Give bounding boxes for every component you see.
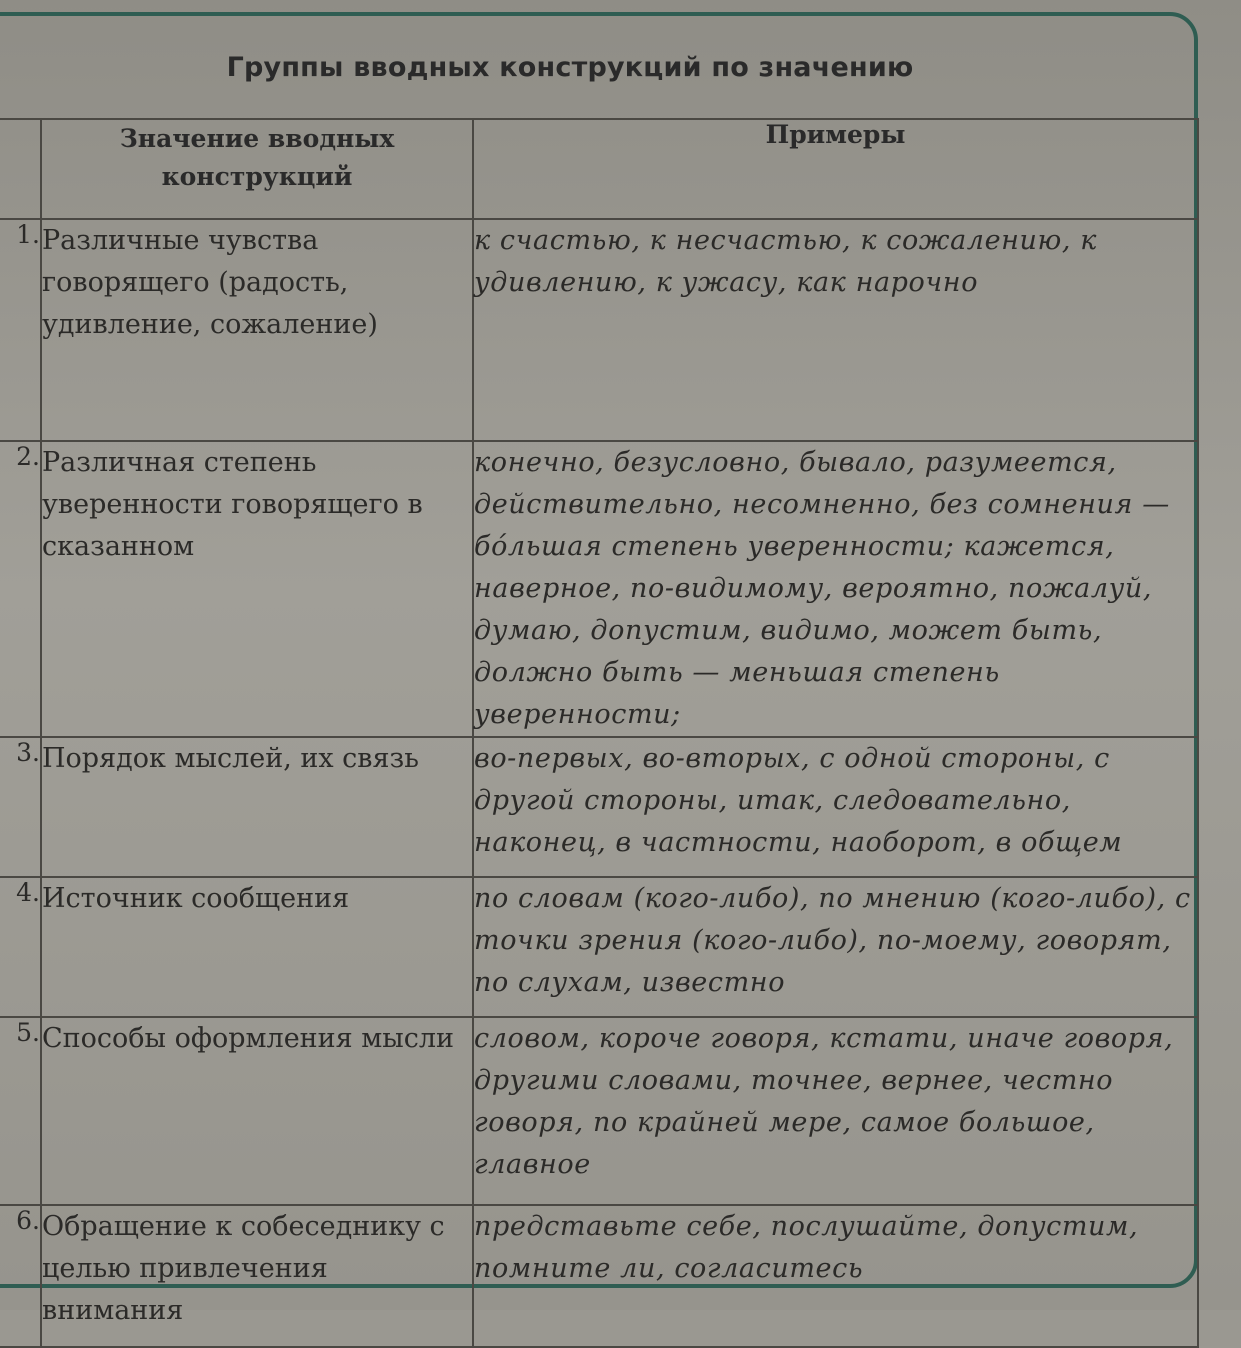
row-meaning: Различные чувства говорящего (радость, удивление, сожаление) [41, 219, 473, 441]
header-number [0, 119, 41, 219]
row-number: 5. [0, 1017, 41, 1205]
row-examples: конечно, безусловно, бывало, разумеется, действительно, несомненно, без сомнения — бóльшая степень уверенности; кажется, наверное, по-видимому, вероятно, пожалуй, думаю, допустим, видимо, может быть, должно быть — меньшая степень уверенности; [473, 441, 1198, 737]
table-row [0, 877, 1198, 1017]
introductory-constructions-table [0, 118, 1199, 1348]
row-number: 2. [0, 441, 41, 737]
table-header-row [0, 119, 1198, 219]
row-examples: по словам (кого-либо), по мнению (кого-либо), с точки зрения (кого-либо), по-моему, говорят, по слухам, известно [473, 877, 1198, 1017]
table-row [0, 1017, 1198, 1205]
header-meaning: Значение вводных конструкций [41, 119, 473, 219]
table-row [0, 219, 1198, 441]
row-number: 6. [0, 1205, 41, 1347]
row-meaning: Способы оформления мысли [41, 1017, 473, 1205]
row-examples: во-первых, во-вторых, с одной стороны, с другой стороны, итак, следовательно, наконец, в частности, наоборот, в общем [473, 737, 1198, 877]
table-row [0, 1205, 1198, 1347]
row-meaning: Порядок мыслей, их связь [41, 737, 473, 877]
row-number: 1. [0, 219, 41, 441]
page-title: Группы вводных конструкций по значению [226, 52, 914, 83]
row-meaning: Обращение к собеседнику с целью привлечения внимания [41, 1205, 473, 1347]
row-meaning: Источник сообщения [41, 877, 473, 1017]
header-examples: Примеры [473, 119, 1198, 219]
table-row [0, 737, 1198, 877]
row-meaning: Различная степень уверенности говорящего в сказанном [41, 441, 473, 737]
row-examples: словом, короче говоря, кстати, иначе говоря, другими словами, точнее, вернее, честно говоря, по крайней мере, самое большое, главное [473, 1017, 1198, 1205]
row-examples: представьте себе, послушайте, допустим, помните ли, согласитесь [473, 1205, 1198, 1347]
row-number: 3. [0, 737, 41, 877]
table-row [0, 441, 1198, 737]
row-number: 4. [0, 877, 41, 1017]
row-examples: к счастью, к несчастью, к сожалению, к удивлению, к ужасу, как нарочно [473, 219, 1198, 441]
